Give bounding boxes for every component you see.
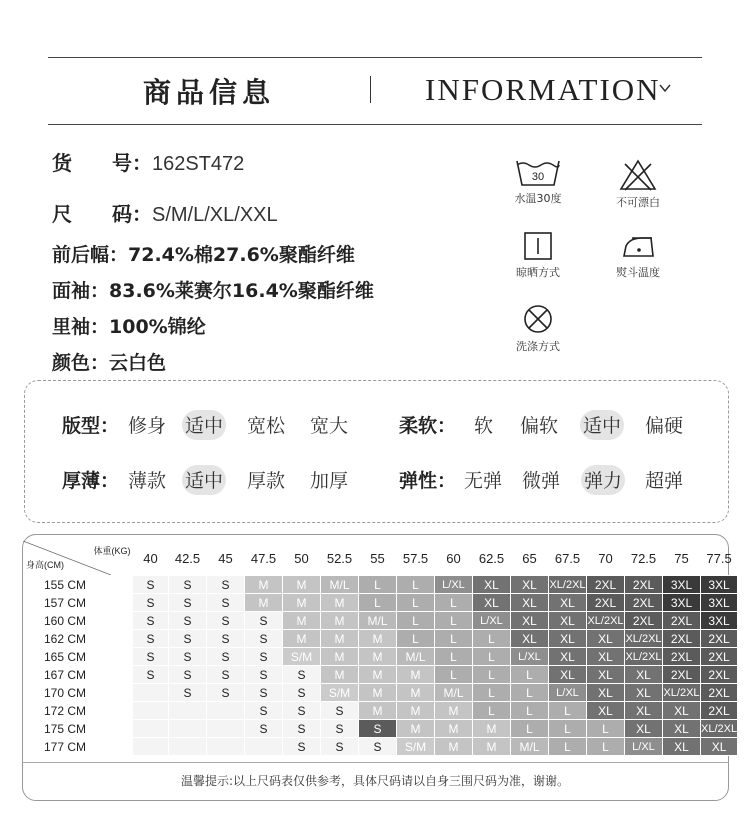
weight-header: 77.5 [706,550,732,566]
care-wash-temp [503,158,573,206]
size-cell: XL/2XL [549,576,587,594]
height-label: 165 CM [44,649,87,664]
fit-panel [24,380,729,523]
weight-header: 60 [446,550,461,566]
size-cell: L [397,594,435,612]
thickness-option: 加厚 [310,470,349,492]
header-divider [370,76,371,103]
softness-option: 软 [474,415,494,437]
size-cell: M [435,720,473,738]
spec-item-number-value: 162ST472 [152,153,245,175]
dry-clean-icon [521,302,555,336]
softness-option: 偏软 [520,415,559,437]
size-cell: XL/2XL [701,720,738,738]
size-cell: 2XL [663,612,701,630]
size-cell: XL [511,594,549,612]
size-cell [133,738,169,756]
weight-header: 62.5 [478,550,505,566]
corner-height-label: 身高(CM) [26,559,64,570]
size-cell: M [245,594,283,612]
height-label: 162 CM [44,631,87,646]
size-cell: 2XL [663,666,701,684]
care-no-bleach [603,158,673,210]
size-cell: XL [549,630,587,648]
size-row [23,648,738,666]
size-chart-corner [23,541,133,576]
fit-option: 修身 [128,415,167,437]
size-cell: S [207,630,245,648]
size-cell: 2XL [663,648,701,666]
size-cell: XL [625,720,663,738]
height-label: 160 CM [44,613,87,628]
size-cell: 2XL [701,684,738,702]
wash-temp-value: 30 [531,171,545,183]
size-cell: L [435,612,473,630]
size-cell: S [169,684,207,702]
size-cell: S [245,702,283,720]
elasticity-label: 弹性： [399,470,457,492]
size-cell: XL [587,702,625,720]
thickness-option-selected: 适中 [185,466,223,493]
size-cell: S [207,594,245,612]
size-cell: 3XL [701,576,738,594]
size-cell: S [245,684,283,702]
size-cell: S [359,738,397,756]
weight-header: 52.5 [326,550,353,566]
size-cell: 2XL [587,594,625,612]
size-row [23,720,738,738]
size-cell: L [473,630,511,648]
size-cell: 3XL [663,594,701,612]
size-cell: XL [587,648,625,666]
size-cell: L [473,648,511,666]
size-cell: S [133,612,169,630]
size-cell: L [549,720,587,738]
size-cell [133,684,169,702]
care-no-bleach-label: 不可漂白 [616,196,660,209]
size-cell: 2XL [587,576,625,594]
softness-label: 柔软： [399,415,457,437]
size-cell [207,702,245,720]
care-wash-method-label: 洗涤方式 [516,340,560,353]
size-cell: XL/2XL [625,648,663,666]
spec-size [52,198,278,227]
size-cell: 2XL [625,612,663,630]
height-label: 172 CM [44,703,87,718]
size-cell: 2XL [701,648,738,666]
size-cell: L [511,666,549,684]
size-cell: XL [663,720,701,738]
size-cell: M [321,612,359,630]
size-cell: S/M [321,684,359,702]
weight-header: 50 [294,550,309,566]
size-cell [169,702,207,720]
weight-header: 40 [143,550,158,566]
size-cell: S [133,666,169,684]
size-cell: S [169,576,207,594]
height-label: 167 CM [44,667,87,682]
size-cell: S [245,612,283,630]
size-cell: L [397,576,435,594]
wash-tub-icon [514,158,562,188]
size-chart-header-row [23,541,738,576]
size-cell: XL [663,738,701,756]
size-cell: S [245,666,283,684]
size-cell: L [587,720,625,738]
size-cell: L [511,684,549,702]
chevron-down-icon[interactable] [657,80,673,96]
spec-color: 颜色：云白色 [52,352,167,374]
softness-option: 偏硬 [645,415,684,437]
size-row [23,702,738,720]
height-label: 175 CM [44,721,87,736]
size-cell: S [133,576,169,594]
size-cell [169,720,207,738]
size-cell: 2XL [625,576,663,594]
size-cell: L [549,702,587,720]
header-top-rule [48,57,702,58]
iron-icon [618,230,658,262]
size-row [23,630,738,648]
size-cell [207,738,245,756]
spec-lining: 里袖：100%锦纶 [52,316,206,338]
size-cell: 2XL [663,630,701,648]
care-iron-label: 熨斗温度 [616,266,660,279]
size-cell: S [283,702,321,720]
weight-header: 75 [674,550,689,566]
elasticity-option: 微弹 [522,470,561,492]
thickness-option: 薄款 [128,470,167,492]
spec-size-label: 尺 码： [52,202,152,226]
size-cell: XL [473,594,511,612]
size-cell: S [245,720,283,738]
weight-header: 57.5 [402,550,429,566]
size-chart-table [23,541,738,756]
size-cell: M/L [435,684,473,702]
size-cell: L [359,576,397,594]
size-cell: L/XL [435,576,473,594]
size-cell: XL [587,684,625,702]
size-cell: 2XL [625,594,663,612]
size-cell: S [133,648,169,666]
size-cell: M [359,630,397,648]
size-cell: S [133,630,169,648]
size-cell: M [473,738,511,756]
size-cell: S [207,684,245,702]
weight-header: 70 [598,550,613,566]
size-cell: L [587,738,625,756]
size-cell: L [435,648,473,666]
size-cell: XL [549,612,587,630]
page-title-cn: 商品信息 [143,76,276,109]
fit-option: 宽松 [247,415,286,437]
size-cell: M [473,720,511,738]
spec-item-number [52,147,244,176]
size-cell: S [283,684,321,702]
spec-sleeve: 面袖：83.6%莱赛尔16.4%聚酯纤维 [52,280,374,302]
size-cell: M [435,702,473,720]
size-cell: M/L [397,648,435,666]
size-cell: M [283,630,321,648]
size-cell: M [321,594,359,612]
size-cell: L/XL [549,684,587,702]
size-cell: S [321,720,359,738]
size-cell: S [169,630,207,648]
weight-header: 42.5 [174,550,201,566]
size-cell [245,738,283,756]
size-note: 温馨提示:以上尺码表仅供参考，具体尺码请以自身三围尺码为准，谢谢。 [180,774,570,788]
size-row [23,738,738,756]
size-cell [133,702,169,720]
weight-header: 67.5 [554,550,581,566]
size-cell: M [359,666,397,684]
size-row [23,684,738,702]
size-cell: L [397,612,435,630]
size-cell: XL [511,576,549,594]
size-cell: XL [549,594,587,612]
size-cell: L [511,720,549,738]
size-cell: 2XL [701,666,738,684]
size-cell: 3XL [701,612,738,630]
size-cell: XL [625,684,663,702]
size-cell: L/XL [511,648,549,666]
size-note-divider [22,762,729,763]
size-cell: M [283,576,321,594]
size-cell: XL [625,666,663,684]
size-cell: S/M [283,648,321,666]
size-cell: 3XL [701,594,738,612]
size-cell: M/L [511,738,549,756]
height-label: 170 CM [44,685,87,700]
size-cell: M/L [321,576,359,594]
size-cell: S [283,720,321,738]
size-cell: L/XL [473,612,511,630]
elasticity-option-selected: 弹力 [584,466,622,493]
size-cell: L [435,630,473,648]
size-cell: M [245,576,283,594]
fit-option-selected: 适中 [185,411,223,438]
fit-option: 宽大 [310,415,349,437]
size-cell: S [321,738,359,756]
size-cell: S [283,666,321,684]
size-cell: 2XL [701,702,738,720]
care-wash-method [503,302,573,354]
size-cell: L [397,630,435,648]
size-cell: L [473,684,511,702]
size-cell: S [245,630,283,648]
size-cell: XL [701,738,738,756]
size-cell: S [207,648,245,666]
size-cell: S [207,576,245,594]
header-bottom-rule [48,124,702,125]
no-bleach-icon [618,158,658,192]
size-cell: S [321,702,359,720]
size-cell: XL/2XL [625,630,663,648]
size-cell: L/XL [625,738,663,756]
size-cell: 3XL [663,576,701,594]
size-cell: XL [549,666,587,684]
size-cell: XL [625,702,663,720]
care-iron [603,230,673,280]
size-cell: L [435,594,473,612]
size-cell: M [359,648,397,666]
size-cell: XL [587,630,625,648]
care-dry-label: 晾晒方式 [516,266,560,279]
spec-item-number-label: 货 号： [52,151,152,175]
height-label: 177 CM [44,739,87,754]
size-row [23,576,738,594]
size-cell: XL [549,648,587,666]
size-cell: S [359,720,397,738]
height-label: 155 CM [44,577,87,592]
size-cell: M [283,612,321,630]
size-cell: M [359,702,397,720]
size-cell: M [321,648,359,666]
thickness-option: 厚款 [247,470,286,492]
size-cell: M [283,594,321,612]
size-cell: S/M [397,738,435,756]
size-cell: M [321,666,359,684]
size-row [23,666,738,684]
care-wash-temp-label: 水温30度 [514,192,562,205]
spec-size-value: S/M/L/XL/XXL [152,204,278,226]
spec-front-back: 前后幅：72.4%棉27.6%聚酯纤维 [52,244,355,266]
size-row [23,594,738,612]
size-cell: S [169,612,207,630]
size-cell: XL [473,576,511,594]
size-cell: XL [511,612,549,630]
size-cell: L [511,702,549,720]
size-cell: XL/2XL [663,684,701,702]
size-cell: L [359,594,397,612]
size-cell: XL/2XL [587,612,625,630]
size-cell: M [397,720,435,738]
weight-header: 55 [370,550,385,566]
size-cell: XL [587,666,625,684]
size-cell [207,720,245,738]
size-cell: S [169,666,207,684]
size-cell: S [207,666,245,684]
size-row [23,612,738,630]
size-cell [133,720,169,738]
size-chart-body [23,576,738,756]
weight-header: 45 [218,550,233,566]
size-cell: L [549,738,587,756]
size-cell: S [169,594,207,612]
weight-header: 65 [522,550,537,566]
size-cell: M [397,666,435,684]
size-cell: XL [511,630,549,648]
fit-label: 版型： [62,415,120,437]
elasticity-option: 无弹 [464,470,503,492]
size-cell: S [133,594,169,612]
size-cell: L [473,702,511,720]
size-cell: 2XL [701,630,738,648]
size-cell: M [435,738,473,756]
height-label: 157 CM [44,595,87,610]
size-cell: S [283,738,321,756]
elasticity-option: 超弹 [645,470,684,492]
size-cell [169,738,207,756]
line-dry-icon [521,230,555,262]
size-cell: M [321,630,359,648]
size-cell: S [245,648,283,666]
size-cell: L [473,666,511,684]
thickness-label: 厚薄： [62,470,120,492]
size-cell: M [359,684,397,702]
size-cell: M [397,702,435,720]
weight-header: 72.5 [630,550,657,566]
size-cell: XL [663,702,701,720]
size-cell: L [435,666,473,684]
care-dry [503,230,573,280]
page-title-en: INFORMATION [425,72,661,107]
weight-header: 47.5 [250,550,277,566]
size-cell: S [207,612,245,630]
size-cell: M [397,684,435,702]
size-cell: S [169,648,207,666]
corner-weight-label: 体重(KG) [93,546,131,556]
size-cell: M/L [359,612,397,630]
softness-option-selected: 适中 [583,411,621,438]
